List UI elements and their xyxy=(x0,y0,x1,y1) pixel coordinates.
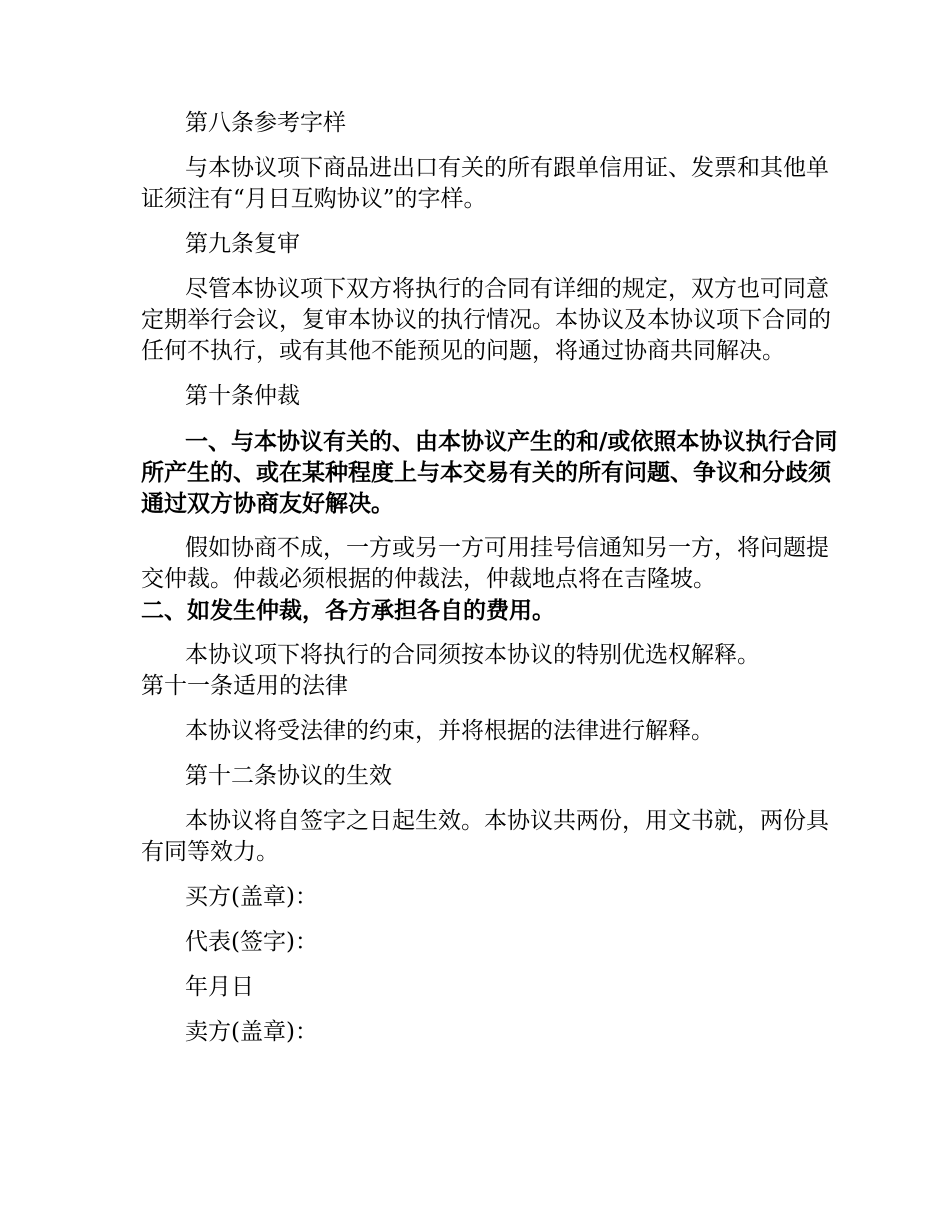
article-8-body: 与本协议项下商品进出口有关的所有跟单信用证、发票和其他单证须注有“月日互购协议”的字样。 xyxy=(141,155,829,212)
seller-seal-line: 卖方(盖章)： xyxy=(185,1019,318,1045)
date-line: 年月日 xyxy=(185,974,254,1000)
article-9-title: 第九条复审 xyxy=(185,231,300,257)
article-11-body: 本协议将受法律的约束，并将根据的法律进行解释。 xyxy=(185,718,714,744)
representative-signature-line: 代表(签字)： xyxy=(185,929,318,955)
document-page xyxy=(141,108,841,1062)
article-12-title: 第十二条协议的生效 xyxy=(185,763,392,789)
article-9-body: 尽管本协议项下双方将执行的合同有详细的规定，双方也可同意定期举行会议，复审本协议的执行情况。本协议及本协议项下合同的任何不执行，或有其他不能预见的问题，将通过协商共同解决。 xyxy=(141,276,831,364)
article-11-title: 第十一条适用的法律 xyxy=(141,673,348,699)
article-10-paragraph-2: 假如协商不成，一方或另一方可用挂号信通知另一方，将问题提交仲裁。仲裁必须根据的仲裁法，仲裁地点将在吉隆坡。 xyxy=(141,535,829,592)
article-8-title: 第八条参考字样 xyxy=(185,110,346,136)
article-10-paragraph-4: 本协议项下将执行的合同须按本协议的特别优选权解释。 xyxy=(185,642,760,668)
article-10-clause-2: 二、如发生仲裁，各方承担各自的费用。 xyxy=(141,597,555,624)
article-10-title: 第十条仲裁 xyxy=(185,383,300,409)
buyer-seal-line: 买方(盖章)： xyxy=(185,884,318,910)
article-10-clause-1: 一、与本协议有关的、由本协议产生的和/或依照本协议执行合同所产生的、或在某种程度上与本交易有关的所有问题、争议和分歧须通过双方协商友好解决。 xyxy=(141,428,838,517)
article-12-body: 本协议将自签字之日起生效。本协议共两份，用文书就，两份具有同等效力。 xyxy=(141,808,829,865)
